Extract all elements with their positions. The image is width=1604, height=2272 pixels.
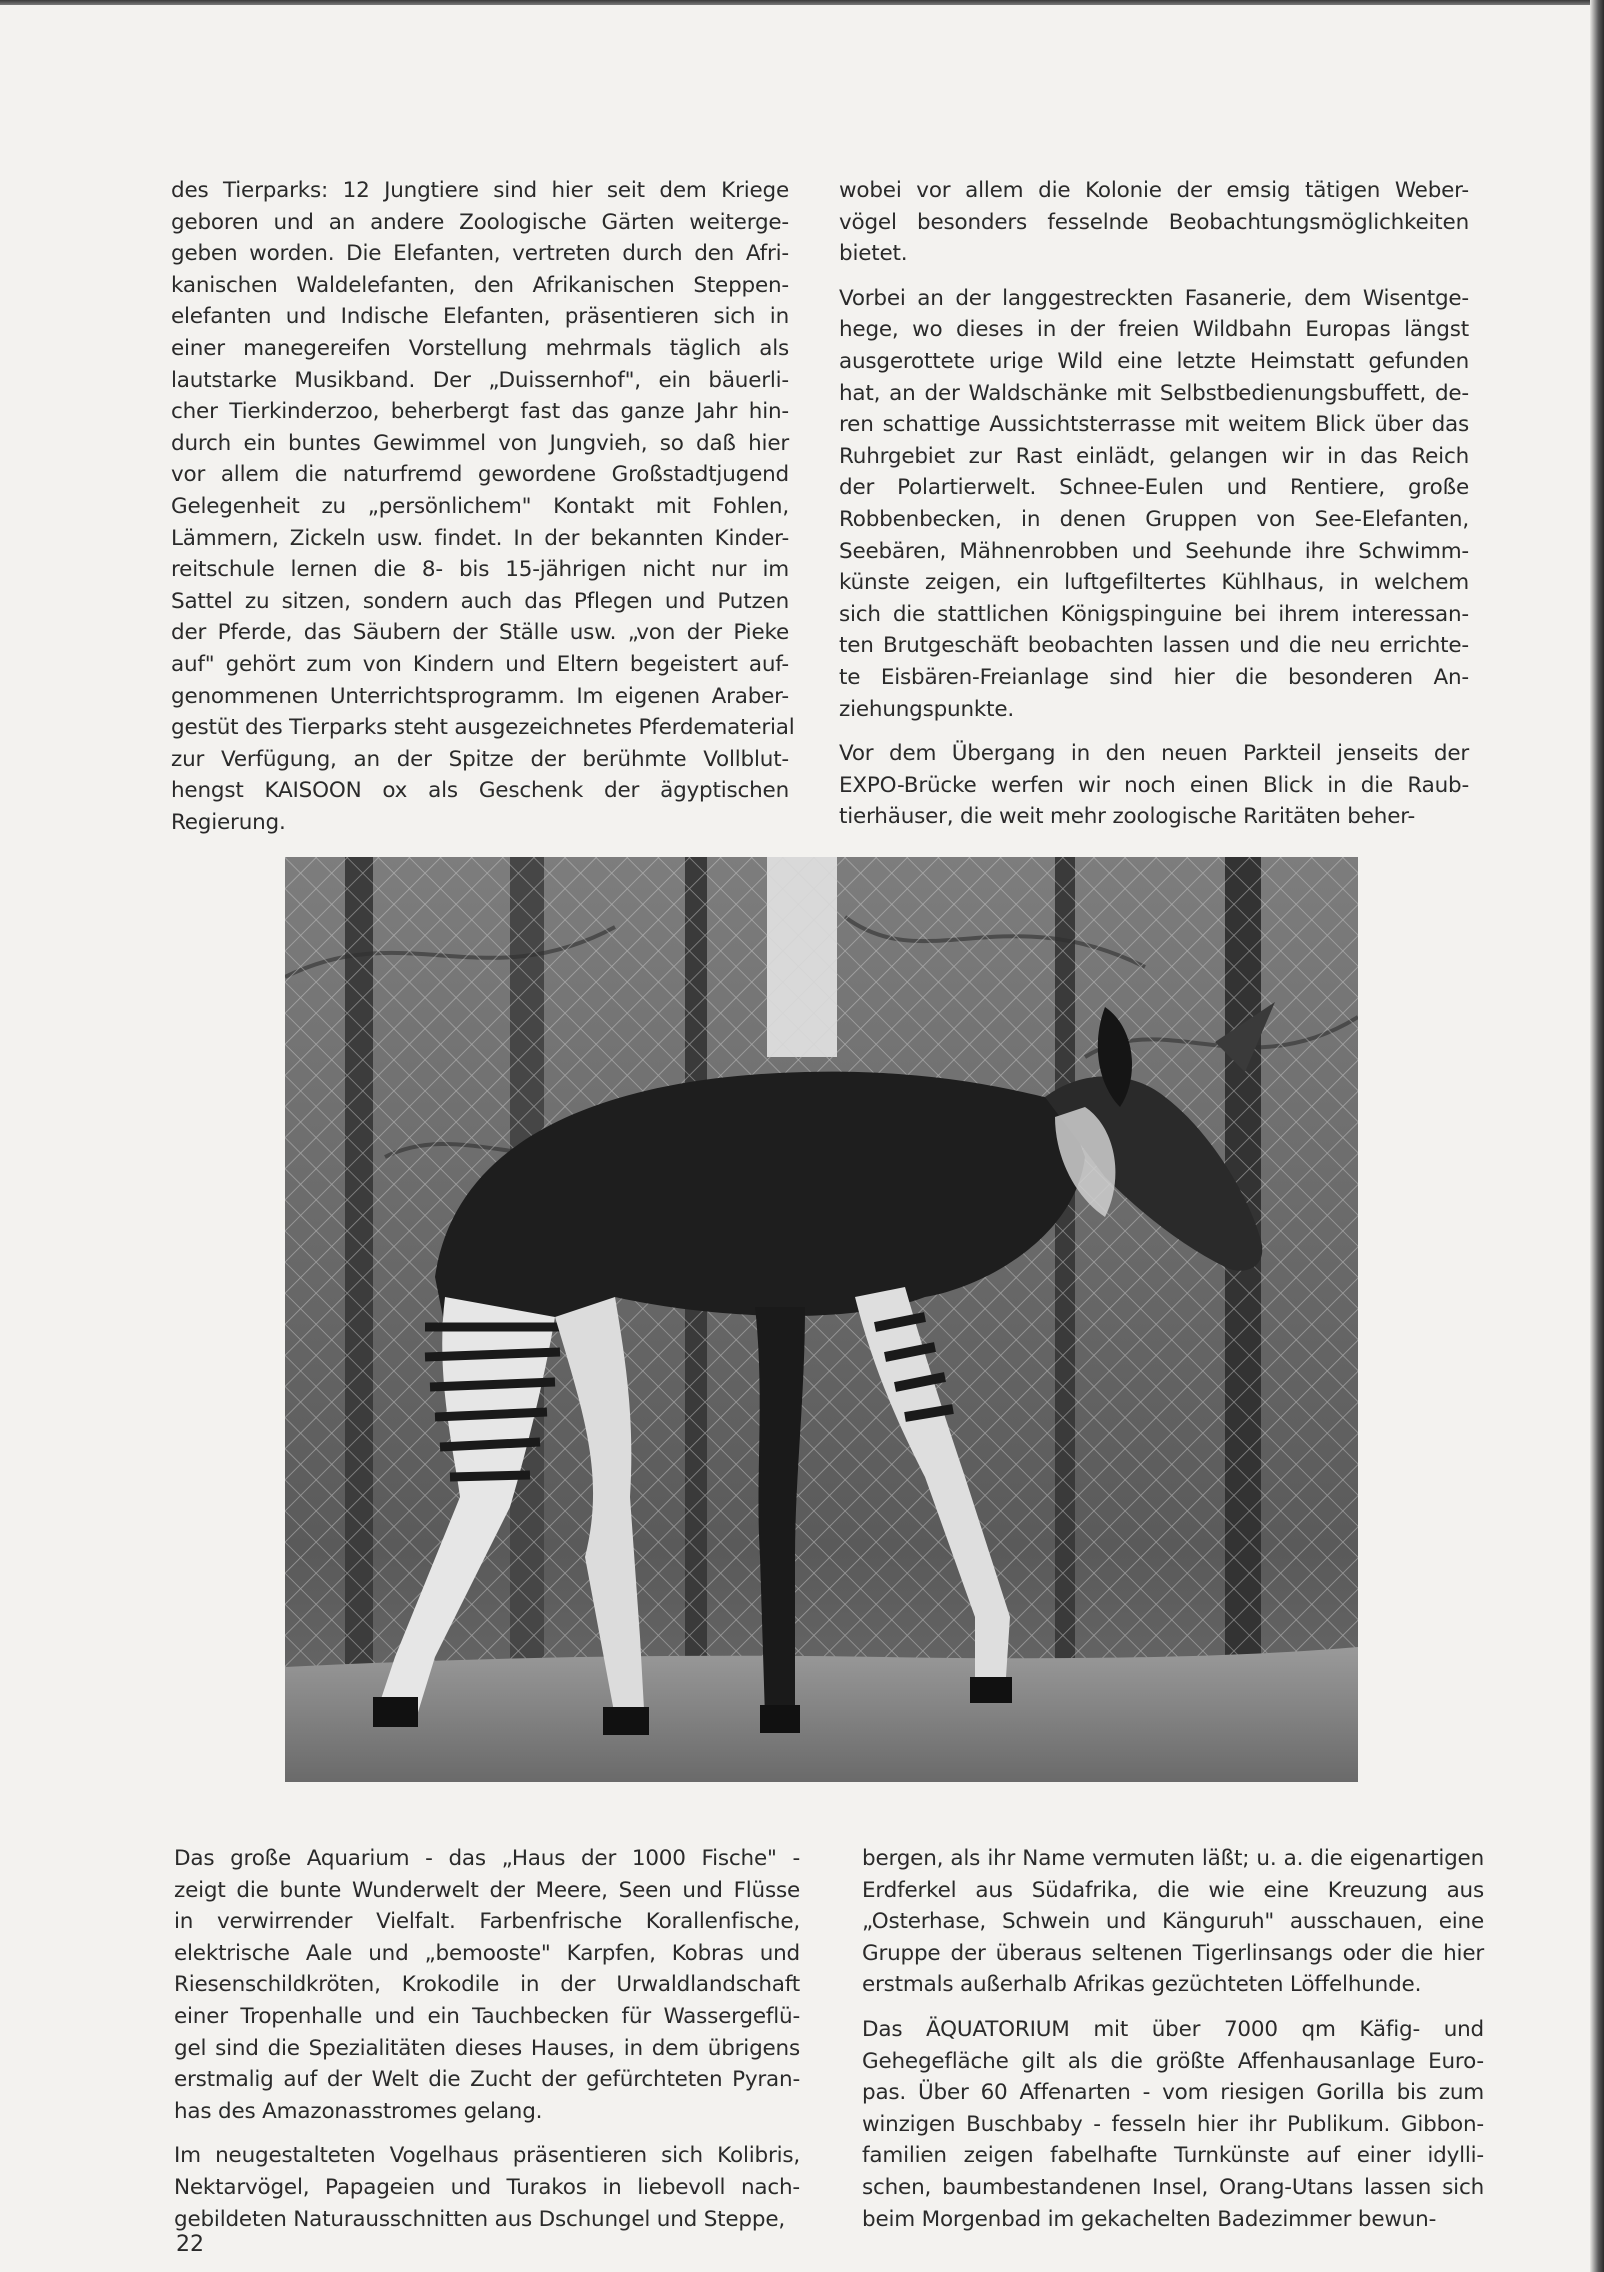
text-line: künste zeigen, ein luftgefiltertes Kühlhaus, in welchem: [839, 570, 1469, 596]
text-line: wobei vor allem die Kolonie der emsig tätigen Weber-: [839, 178, 1469, 203]
text-line: schen, baumbestandenen Insel, Orang-Utans lassen sich: [862, 2174, 1484, 2200]
text-line: gestüt des Tierparks steht ausgezeichnetes Pferdematerial: [171, 715, 795, 741]
text-line: Sattel zu sitzen, sondern auch das Pflegen und Putzen: [171, 588, 789, 614]
text-column-bottom-right: [862, 1843, 1484, 2235]
text-line: Lämmern, Zickeln usw. findet. In der bekannten Kinder-: [171, 525, 789, 551]
paragraph: [174, 1843, 800, 2127]
text-column-top-left: [171, 175, 795, 838]
text-line: elektrische Aale und „bemooste" Karpfen, Kobras und: [174, 1940, 800, 1966]
text-column-top-right: [839, 175, 1469, 833]
text-line: vögel besonders fesselnde Beobachtungsmöglichkeiten: [839, 209, 1469, 235]
paragraph: [862, 2014, 1484, 2235]
text-line: winzigen Buschbaby - fesseln hier ihr Publikum. Gibbon-: [862, 2111, 1484, 2137]
text-line: familien zeigen fabelhafte Turnkünste auf einer idylli-: [862, 2143, 1484, 2169]
text-line: vor allem die naturfremd gewordene Großstadtjugend: [171, 462, 789, 488]
text-line: te Eisbären-Freianlage sind hier die besonderen An-: [839, 664, 1469, 690]
text-line: zur Verfügung, an der Spitze der berühmte Vollblut-: [171, 746, 789, 772]
text-column-bottom-left: [174, 1843, 800, 2235]
paragraph: [862, 1843, 1484, 2001]
scan-top-edge: [0, 0, 1604, 5]
text-line: geboren und an andere Zoologische Gärten weiterge-: [171, 209, 789, 235]
text-line: EXPO-Brücke werfen wir noch einen Blick in die Raub-: [839, 772, 1469, 798]
text-line: Riesenschildkröten, Krokodile in der Urwaldlandschaft: [174, 1972, 800, 1998]
paragraph: [174, 2140, 800, 2235]
text-line: ausgerottete urige Wild eine letzte Heimstatt gefunden: [839, 348, 1469, 374]
text-line: Seebären, Mähnenrobben und Seehunde ihre Schwimm-: [839, 538, 1469, 564]
scan-binding-edge: [1590, 0, 1604, 2272]
text-line: Gehegefläche gilt als die größte Affenhausanlage Euro-: [862, 2048, 1484, 2074]
paragraph: [839, 283, 1469, 725]
text-line: hege, wo dieses in der freien Wildbahn Europas längst: [839, 317, 1469, 343]
text-line: durch ein buntes Gewimmel von Jungvieh, so daß hier: [171, 430, 789, 456]
text-line: einer Tropenhalle und ein Tauchbecken für Wassergeflü-: [174, 2003, 800, 2029]
text-line: erstmalig auf der Welt die Zucht der gefürchteten Pyran-: [174, 2067, 800, 2093]
text-line: des Tierparks: 12 Jungtiere sind hier seit dem Kriege: [171, 178, 789, 203]
paragraph: [839, 175, 1469, 270]
text-line: kanischen Waldelefanten, den Afrikanischen Steppen-: [171, 272, 789, 298]
paragraph: [839, 738, 1469, 833]
text-line: bergen, als ihr Name vermuten läßt; u. a. die eigenartigen: [862, 1846, 1484, 1871]
text-line: cher Tierkinderzoo, beherbergt fast das ganze Jahr hin-: [171, 399, 789, 425]
text-line: gebildeten Naturausschnitten aus Dschungel und Steppe,: [174, 2206, 785, 2232]
ground: [285, 1647, 1358, 1782]
text-line: auf" gehört zum von Kindern und Eltern begeistert auf-: [171, 651, 789, 677]
text-line: der Polartierwelt. Schnee-Eulen und Rentiere, große: [839, 475, 1469, 501]
text-line: zeigt die bunte Wunderwelt der Meere, Seen und Flüsse: [174, 1877, 800, 1903]
text-line: Vor dem Übergang in den neuen Parkteil jenseits der: [839, 741, 1469, 767]
okapi-photo-illustration: [285, 857, 1358, 1782]
text-line: hengst KAISOON ox als Geschenk der ägyptischen: [171, 778, 789, 804]
text-line: Das ÄQUATORIUM mit über 7000 qm Käfig- und: [862, 2016, 1484, 2042]
text-line: erstmals außerhalb Afrikas gezüchteten Löffelhunde.: [862, 1972, 1422, 1998]
text-line: der Pferde, das Säubern der Ställe usw. „von der Pieke: [171, 620, 789, 646]
text-line: Robbenbecken, in denen Gruppen von See-Elefanten,: [839, 506, 1469, 532]
text-line: ziehungspunkte.: [839, 696, 1015, 722]
paragraph: [171, 175, 795, 838]
text-line: Gruppe der überaus seltenen Tigerlinsangs oder die hier: [862, 1940, 1484, 1966]
text-line: beim Morgenbad im gekachelten Badezimmer bewun-: [862, 2206, 1437, 2232]
text-line: Gelegenheit zu „persönlichem" Kontakt mit Fohlen,: [171, 493, 789, 519]
text-line: ten Brutgeschäft beobachten lassen und die neu errichte-: [839, 633, 1469, 659]
text-line: elefanten und Indische Elefanten, präsentieren sich in: [171, 304, 789, 330]
text-line: gel sind die Spezialitäten dieses Hauses, in dem übrigens: [174, 2035, 800, 2061]
page-number: 22: [176, 2232, 204, 2257]
text-line: ren schattige Aussichtsterrasse mit weitem Blick über das: [839, 412, 1469, 438]
text-line: Nektarvögel, Papageien und Turakos in liebevoll nach-: [174, 2174, 800, 2200]
text-line: Ruhrgebiet zur Rast einlädt, gelangen wir in das Reich: [839, 443, 1469, 469]
text-line: Regierung.: [171, 809, 286, 835]
text-line: Vorbei an der langgestreckten Fasanerie, dem Wisentge-: [839, 285, 1469, 311]
okapi-photo: [285, 857, 1358, 1782]
text-line: reitschule lernen die 8- bis 15-jährigen nicht nur im: [171, 557, 789, 583]
text-line: geben worden. Die Elefanten, vertreten durch den Afri-: [171, 241, 789, 267]
text-line: bietet.: [839, 241, 908, 267]
text-line: Im neugestalteten Vogelhaus präsentieren sich Kolibris,: [174, 2143, 800, 2169]
text-line: lautstarke Musikband. Der „Duissernhof", ein bäuerli-: [171, 367, 789, 393]
text-line: hat, an der Waldschänke mit Selbstbedienungsbuffett, de-: [839, 380, 1469, 406]
text-line: Erdferkel aus Südafrika, die wie eine Kreuzung aus: [862, 1877, 1484, 1903]
text-line: has des Amazonasstromes gelang.: [174, 2098, 543, 2124]
text-line: pas. Über 60 Affenarten - vom riesigen Gorilla bis zum: [862, 2080, 1484, 2106]
text-line: „Osterhase, Schwein und Känguruh" ausschauen, eine: [862, 1909, 1484, 1935]
text-line: genommenen Unterrichtsprogramm. Im eigenen Araber-: [171, 683, 789, 709]
text-line: einer manegereifen Vorstellung mehrmals täglich als: [171, 335, 789, 361]
text-line: tierhäuser, die weit mehr zoologische Raritäten beher-: [839, 804, 1416, 830]
text-line: Das große Aquarium - das „Haus der 1000 Fische" -: [174, 1846, 800, 1871]
text-line: sich die stattlichen Königspinguine bei ihrem interessan-: [839, 601, 1469, 627]
text-line: in verwirrender Vielfalt. Farbenfrische Korallenfische,: [174, 1909, 800, 1935]
